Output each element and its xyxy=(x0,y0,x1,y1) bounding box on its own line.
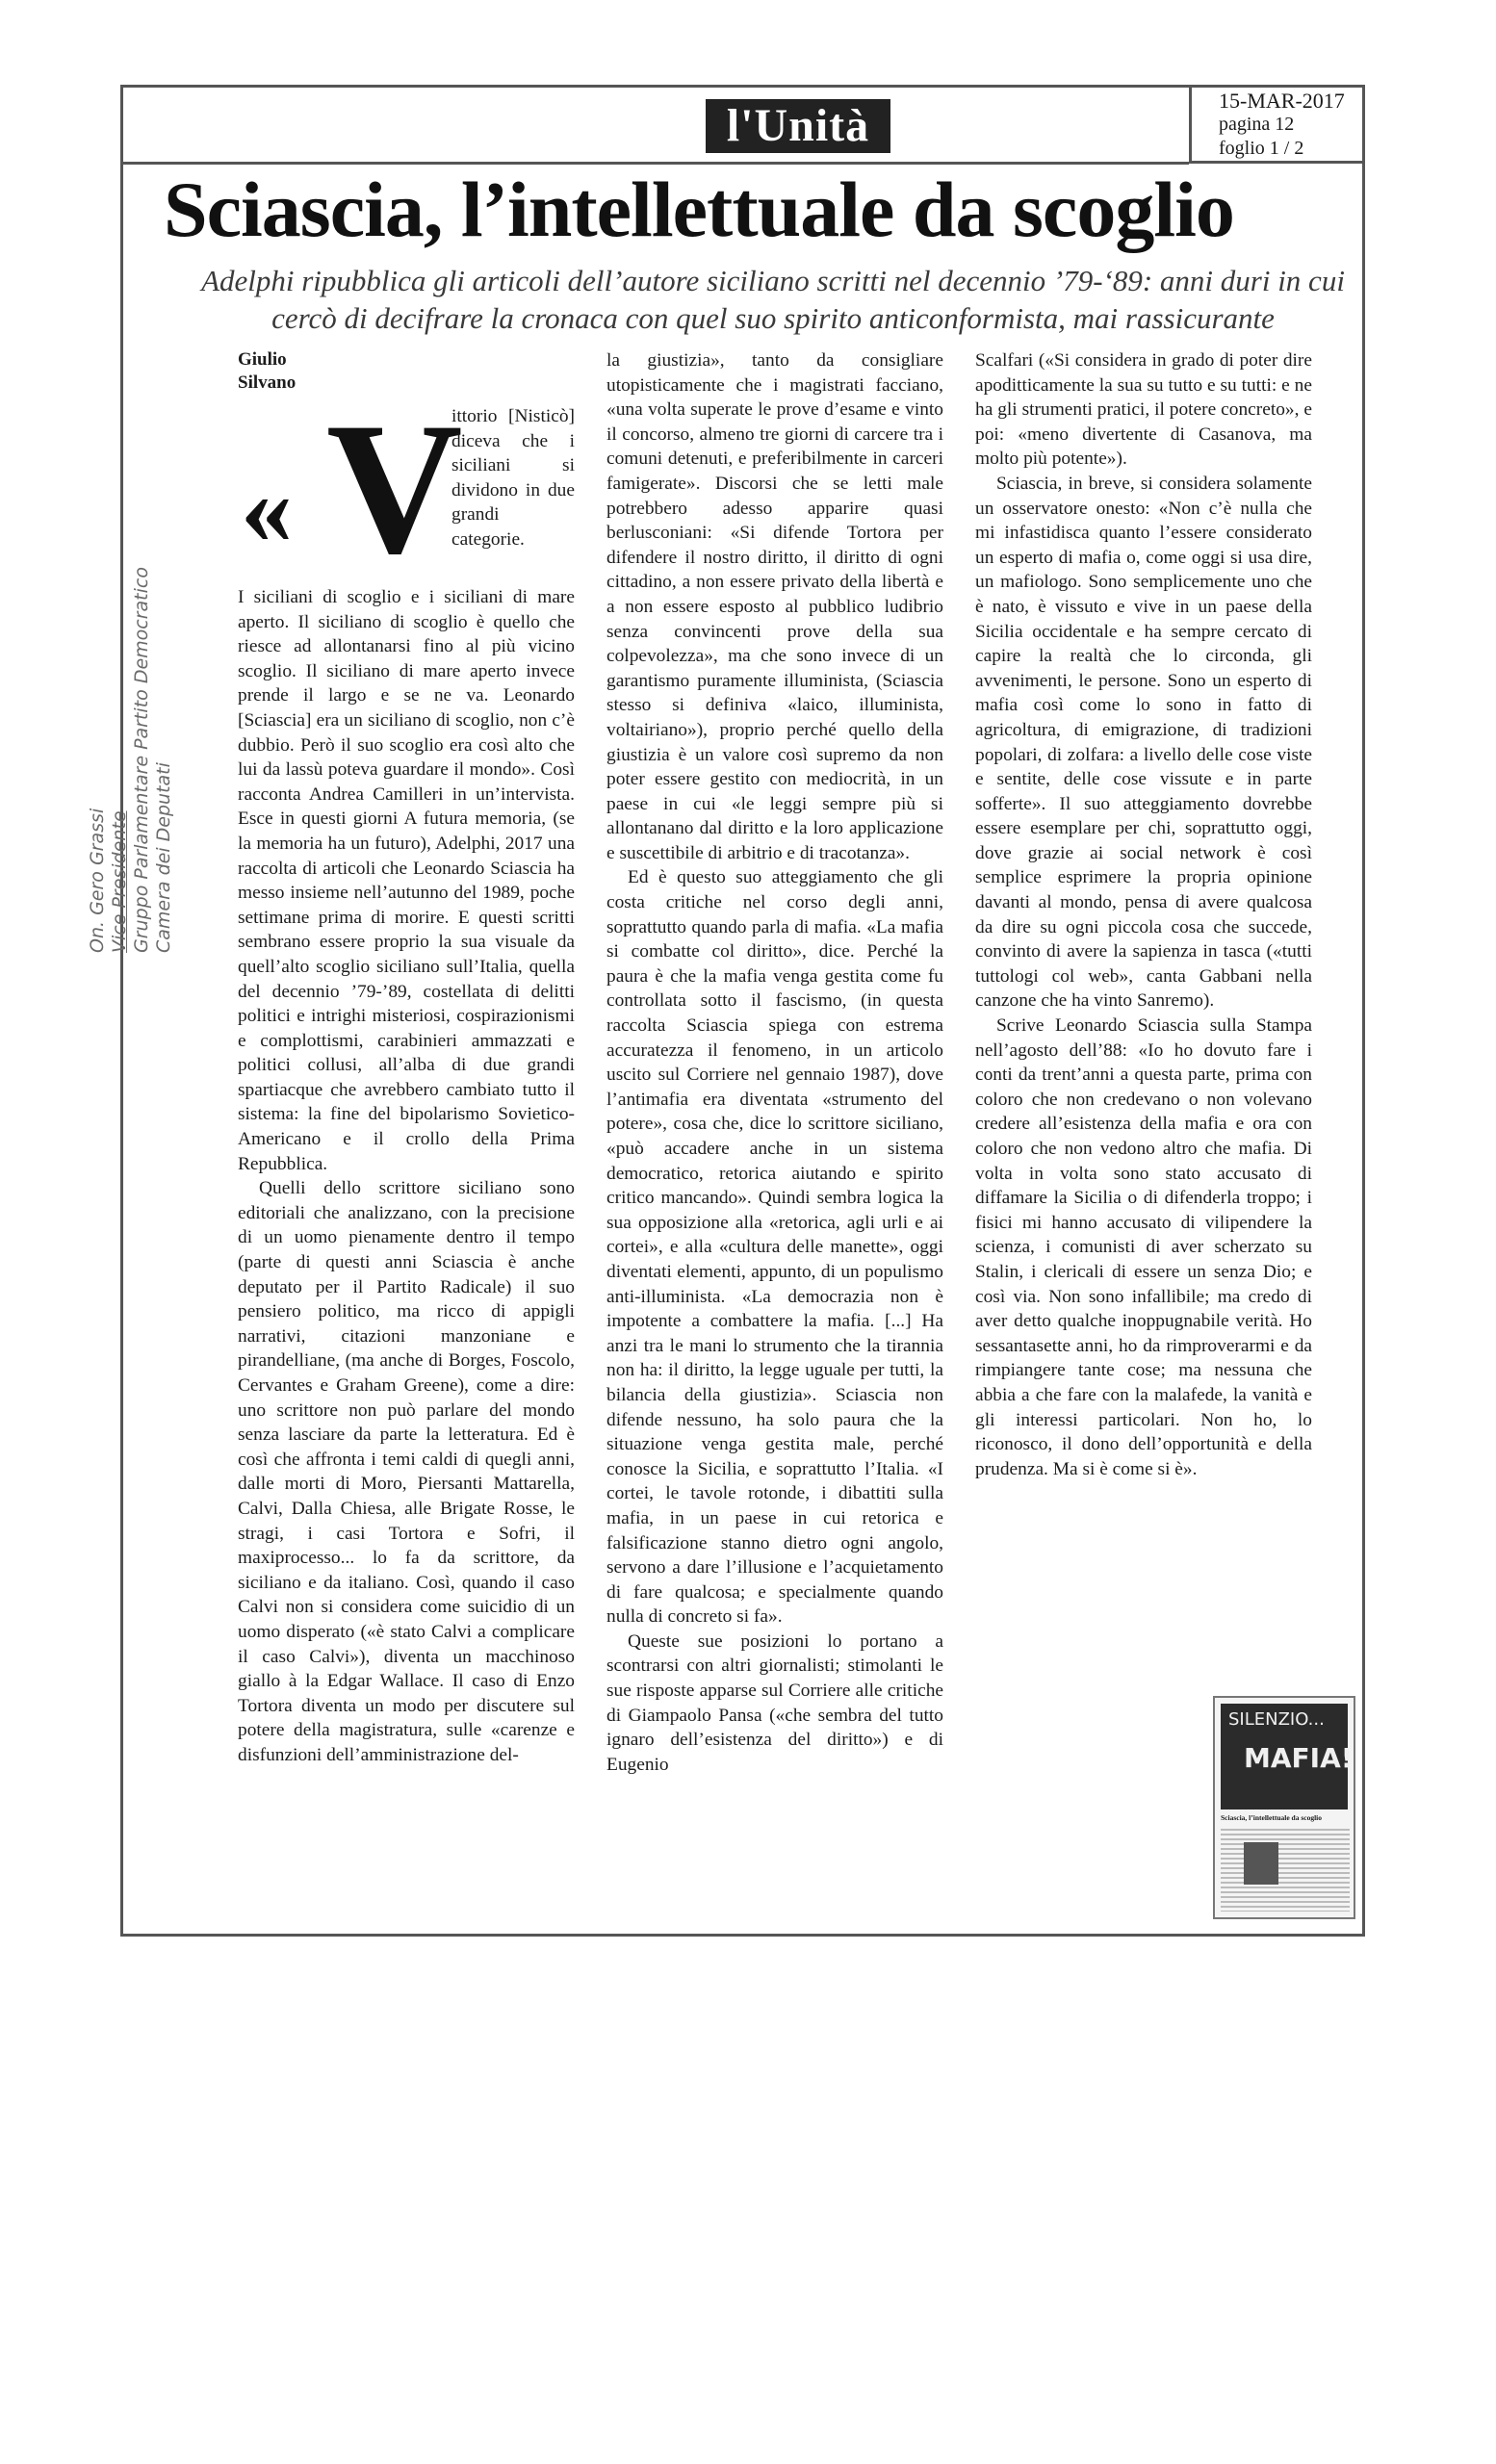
author-last-name: Silvano xyxy=(238,372,297,393)
drop-cap-letter: V xyxy=(326,384,463,593)
stamp-chamber: Camera dei Deputati xyxy=(153,762,174,953)
article-paragraph: I siciliani di scoglio e i siciliani di mare aperto. Il siciliano di scoglio è quello che riesce ad allontanarsi fino al più vicino scoglio. Il siciliano di mare aperto invece prende il largo e se ne va. Leonardo [Sciascia] era un siciliano di scoglio, non c’è dubbio. Però il suo scoglio era così alto che lui da lassù poteva guardare il mondo». Così racconta Andrea Camilleri in un’intervista. Esce in questi giorni A futura memoria, (se la memoria ha un futuro), Adelphi, 2017 una raccolta di articoli che Leonardo Sciascia ha messo insieme nell’autunno del 1989, poche settimane prima di morire. E questi scritti sembrano essere proprio la sua visuale da quell’alto scoglio siciliano sull’Italia, quella del decennio ’79-’89, costellata di delitti politici e intrighi misteriosi, cospirazionismi e complottismi, carabinieri ammazzati e politici collusi, all’alba di due grandi spartiacque che avrebbero cambiato tutto il sistema: la fine del bipolarismo Sovietico-Americano e il crollo della Prima Repubblica. xyxy=(238,587,575,1174)
article-column-1 xyxy=(238,348,575,1768)
article-paragraph: Scrive Leonardo Sciascia sulla Stampa nell’agosto dell’88: «Io ho dovuto fare i conti da trent’anni a questa parte, prima con coloro che non credevano o non volevano credere all’esistenza della mafia e ora con coloro che non vedono altro che mafia. Di volta in volta sono stato accusato di diffamare la Sicilia o di difenderla troppo; i fisici mi hanno accusato di vilipendere la scienza, i comunisti di aver scherzato su Stalin, i clericali di essere un senza Dio; e così via. Non sono infallibile; ma credo di aver detto qualche inoppugnabile verità. Ho sessantasette anni, ho da rimproverarmi e da rimpiangere tante cose; ma nessuna che abbia a che fare con la malafede, la vanità e gli interessi particolari. Non ho, lo riconosco, il dono dell’opportunità e della prudenza. Ma si è come si è». xyxy=(975,1015,1312,1479)
page-thumbnail xyxy=(1213,1696,1355,1919)
clipping-sheet: foglio 1 / 2 xyxy=(1219,138,1304,159)
stamp-name: On. Gero Grassi xyxy=(87,808,108,953)
thumbnail-text-lines xyxy=(1221,1829,1350,1912)
article-column-3 xyxy=(975,348,1312,1481)
newspaper-logo: l'Unità xyxy=(706,99,890,153)
article-paragraph: Scalfari («Si considera in grado di poter dire apoditticamente la sua su tutto e su tutti: e ne ha gli strumenti pratici, il potere concreto», e poi: «meno divertente di Casanova, ma molto più potente»). xyxy=(975,350,1312,470)
drop-quote-mark: « xyxy=(241,451,293,566)
clipping-page: pagina 12 xyxy=(1219,114,1295,135)
article-paragraph: Quelli dello scrittore siciliano sono editoriali che analizzano, con la precisione di un uomo pienamente dentro il tempo (parte di questi anni Sciascia è anche deputato per il Partito Radicale) il suo pensiero politico, ma ricco di appigli narrativi, citazioni manzoniane e pirandelliane, (ma anche di Borges, Foscolo, Cervantes e Graham Greene), come a dire: uno scrittore non può parlare del mondo senza lasciare da parte la letteratura. Ed è così che affronta i temi caldi di quegli anni, dalle morti di Moro, Piersanti Mattarella, Calvi, Dalla Chiesa, alle Brigate Rosse, le stragi, i casi Tortora e Sofri, il maxiprocesso... lo fa da scrittore, da siciliano e da italiano. Così, quando il caso Calvi non si considera come suicidio di un uomo disperato («è stato Calvi a complicare il caso Calvi»), diventa un macchinoso giallo à la Edgar Wallace. Il caso di Enzo Tortora diventa un modo per discutere sul potere della magistratura, sulle «carenze e disfunzioni dell’amministrazione del- xyxy=(238,1178,575,1765)
author-first-name: Giulio xyxy=(238,349,287,370)
thumbnail-sign-line1: SILENZIO... xyxy=(1228,1709,1325,1730)
article-paragraph: Sciascia, in breve, si considera solamente un osservatore onesto: «Non c’è nulla che mi infastidisca quanto l’essere considerato un esperto di mafia o, come oggi si usa dire, un mafiologo. Sono semplicemente uno che è nato, è vissuto e vive in un paese della Sicilia occidentale e ha sempre cercato di capire la realtà che lo circonda, gli avvenimenti, le persone. Sono un esperto di mafia così come lo sono in fatto di agricoltura, di emigrazione, di tradizioni popolari, di zolfara: a livello delle cose viste e sentite, delle cose vissute e in parte sofferte». Il suo atteggiamento dovrebbe essere esemplare per chi, soprattutto oggi, dove grazie ai social network è così semplice esprimere la propria opinione davanti al mondo, pensa di avere qualcosa da dire su ogni piccola cosa che succede, convinto di avere la sapienza in tasca («tutti tuttologi col web», canta Gabbani nella canzone che ha vinto Sanremo). xyxy=(975,473,1312,1012)
deputy-stamp xyxy=(87,567,174,953)
article-paragraph: Ed è questo suo atteggiamento che gli costa critiche nel corso degli anni, soprattutto quando parla di mafia. «La mafia si combatte col diritto», dice. Perché la paura è che la mafia venga gestita come fu controllata sotto il fascismo, (in questa raccolta Sciascia spiega con estrema accuratezza il fenomeno, in un articolo uscito sul Corriere nel gennaio 1987), dove l’antimafia era diventata «strumento del potere», cosa che, dice lo scrittore siciliano, «può accadere anche in un sistema democratico, retorica aiutando e spirito critico mancando». Quindi sembra logica la sua opposizione alla «retorica, agli urli e ai cortei», e alla «cultura delle manette», oggi diventati elementi, appunto, di un populismo anti-illuminista. «La democrazia non è impotente a combattere la mafia. [...] Ha anzi tra le mani lo strumento che la tirannia non ha: il diritto, la legge uguale per tutti, la bilancia della giustizia». Sciascia non difende nessuno, ha solo paura che la situazione venga gestita male, perché conosce la Sicilia, e soprattutto l’Italia. «I cortei, le tavole rotonde, i dibattiti sulla mafia, in un paese in cui retorica e falsificazione stanno dietro ogni angolo, servono a dare l’illusione e l’acquietamento di fare qualcosa; e specialmente quando nulla di concreto si fa». xyxy=(606,867,943,1628)
stamp-role: Vice Presidente xyxy=(109,810,130,953)
article-paragraph: Queste sue posizioni lo portano a scontrarsi con altri giornalisti; stimolanti le sue risposte apparse sul Corriere alle critiche di Giampaolo Pansa («che sembra del tutto ignaro dell’esistenza del diritto») e di Eugenio xyxy=(606,1630,943,1775)
headline: Sciascia, l’intellettuale da scoglio xyxy=(164,166,1234,253)
stamp-group: Gruppo Parlamentare Partito Democratico xyxy=(131,567,152,953)
clipping-meta xyxy=(1189,85,1365,164)
drop-cap-text: ittorio [Nisticò] diceva che i siciliani si dividono in due grandi categorie. xyxy=(451,406,575,550)
subheadline: Adelphi ripubblica gli articoli dell’autore siciliano scritti nel decennio ’79-‘89: anni duri in cui cercò di decifrare la cronaca con quel suo spirito anticonformista, mai rassicurante xyxy=(201,264,1345,335)
article-paragraph: la giustizia», tanto da consigliare utopisticamente che i magistrati facciano, «una volta superate le prove d’esame e vinto il concorso, almeno tre giorni di carcere tra i comuni detenuti, e preferibilmente in carceri famigerate». Discorsi che se letti male potrebbero adesso apparire quasi berlusconiani: «Si difende Tortora per difendere il nostro diritto, il diritto di ogni cittadino, a non essere privato della libertà e a non essere esposto al pubblico ludibrio senza convincenti prove della sua colpevolezza», ma che sono invece di un garantismo puramente illuminista, (Sciascia stesso si definiva «laico, illuminista, voltairiano»), proprio perché quello della giustizia è un valore così supremo da non poter essere gestito con mediocrità, in un paese in cui «le leggi sempre più si allontanano dal diritto e la loro applicazione e suscettibile di arbitrio e di tracotanza». xyxy=(606,350,943,863)
thumbnail-photo xyxy=(1221,1704,1354,1810)
drop-cap-block xyxy=(238,384,575,593)
thumbnail-portrait xyxy=(1244,1842,1278,1885)
thumbnail-caption: Sciascia, l’intellettuale da scoglio xyxy=(1221,1813,1322,1822)
thumbnail-sign-line2: MAFIA! xyxy=(1244,1742,1354,1774)
article-column-2 xyxy=(606,348,943,1777)
clipping-date: 15-MAR-2017 xyxy=(1219,89,1345,113)
